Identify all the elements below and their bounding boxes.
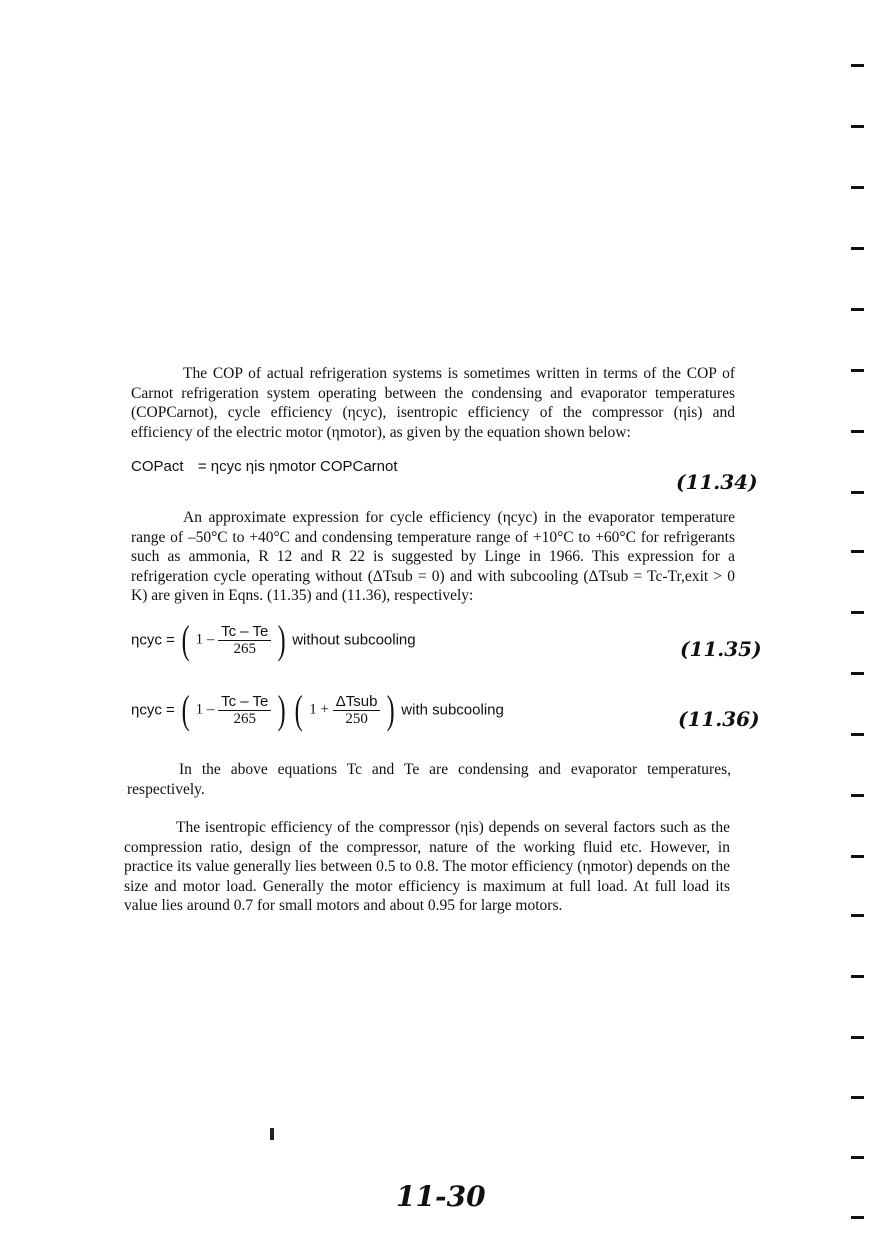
margin-mark [851,550,864,553]
eq3-fraction-2 [333,693,381,728]
eq2-fraction [218,623,271,658]
eq3-numerator-1: Tc – Te [218,693,271,711]
margin-mark [851,1096,864,1099]
eq3-label: with subcooling [401,701,504,719]
margin-mark [851,1216,864,1219]
margin-mark [851,430,864,433]
eq2-one: 1 – [195,631,215,648]
eq2-denominator: 265 [233,640,256,657]
margin-mark [851,1036,864,1039]
eq1-lhs: COPact [131,458,184,475]
eq3-close-paren-2: ) [386,687,395,732]
eq2-number: (11.35) [680,637,762,661]
paragraph-cycle-efficiency: An approximate expression for cycle efficiency (ηcyc) in the evaporator temperature range of –50°C to +40°C and condensing temperature range of +10°C to +60°C for refrigerants such as ammonia, R 12 and R 22 is suggested by Linge in 1966. This expression for a refrigeration cycle operating without (ΔTsub = 0) and with subcooling (ΔTsub = Tc-Tr,exit > 0 K) are given in Eqns. (11.35) and (11.36), respectively: [131,509,735,604]
scan-speck [270,1128,274,1140]
eq3-close-paren-1: ) [277,687,286,732]
eq3-number: (11.36) [678,707,760,731]
eq3-one: 1 – [195,701,215,718]
margin-mark [851,611,864,614]
paragraph-temperatures: In the above equations Tc and Te are condensing and evaporator temperatures, respectively. [127,761,731,798]
eq2-lhs: ηcyc = [131,631,175,649]
eq3-denominator-1: 265 [233,710,256,727]
margin-mark [851,125,864,128]
margin-mark [851,855,864,858]
margin-mark [851,733,864,736]
margin-mark [851,975,864,978]
equation-11-34 [131,458,741,475]
eq1-number: (11.34) [676,470,758,494]
eq2-numerator: Tc – Te [218,623,271,641]
paragraph-cop-intro: The COP of actual refrigeration systems is sometimes written in terms of the COP of Carnot refrigeration system operating between the condensing and evaporator temperatures (COPCarnot), cycle efficiency (ηcyc), isentropic efficiency of the compressor (ηis) and efficiency of the electric motor (ηmotor), as given by the equation shown below: [131,365,735,441]
eq2-label: without subcooling [292,631,416,649]
equation-11-36 [131,687,691,742]
eq1-rhs: = ηcyc ηis ηmotor COPCarnot [197,458,398,475]
margin-mark [851,369,864,372]
margin-mark [851,491,864,494]
margin-mark [851,186,864,189]
margin-mark [851,672,864,675]
eq2-close-paren: ) [277,617,286,662]
margin-mark [851,794,864,797]
page-number: 11-30 [396,1180,486,1213]
eq3-numerator-2: ΔTsub [333,693,381,711]
eq3-one-2: 1 + [309,701,329,718]
eq3-open-paren-1: ( [181,687,190,732]
paragraph-isentropic-efficiency: The isentropic efficiency of the compressor (ηis) depends on several factors such as the compression ratio, design of the compressor, nature of the working fluid etc. However, in practice its value generally lies between 0.5 to 0.8. The motor efficiency (ηmotor) depends on the size and motor load. Generally the motor efficiency is maximum at full load. At full load its value lies around 0.7 for small motors and about 0.95 for large motors. [124,819,730,914]
margin-mark [851,247,864,250]
margin-mark [851,308,864,311]
margin-mark [851,64,864,67]
eq2-open-paren: ( [181,617,190,662]
margin-mark [851,914,864,917]
margin-mark [851,1156,864,1159]
eq3-lhs: ηcyc = [131,701,175,719]
eq3-open-paren-2: ( [294,687,303,732]
eq3-fraction-1 [218,693,271,728]
eq3-denominator-2: 250 [345,710,368,727]
equation-11-35 [131,617,691,672]
